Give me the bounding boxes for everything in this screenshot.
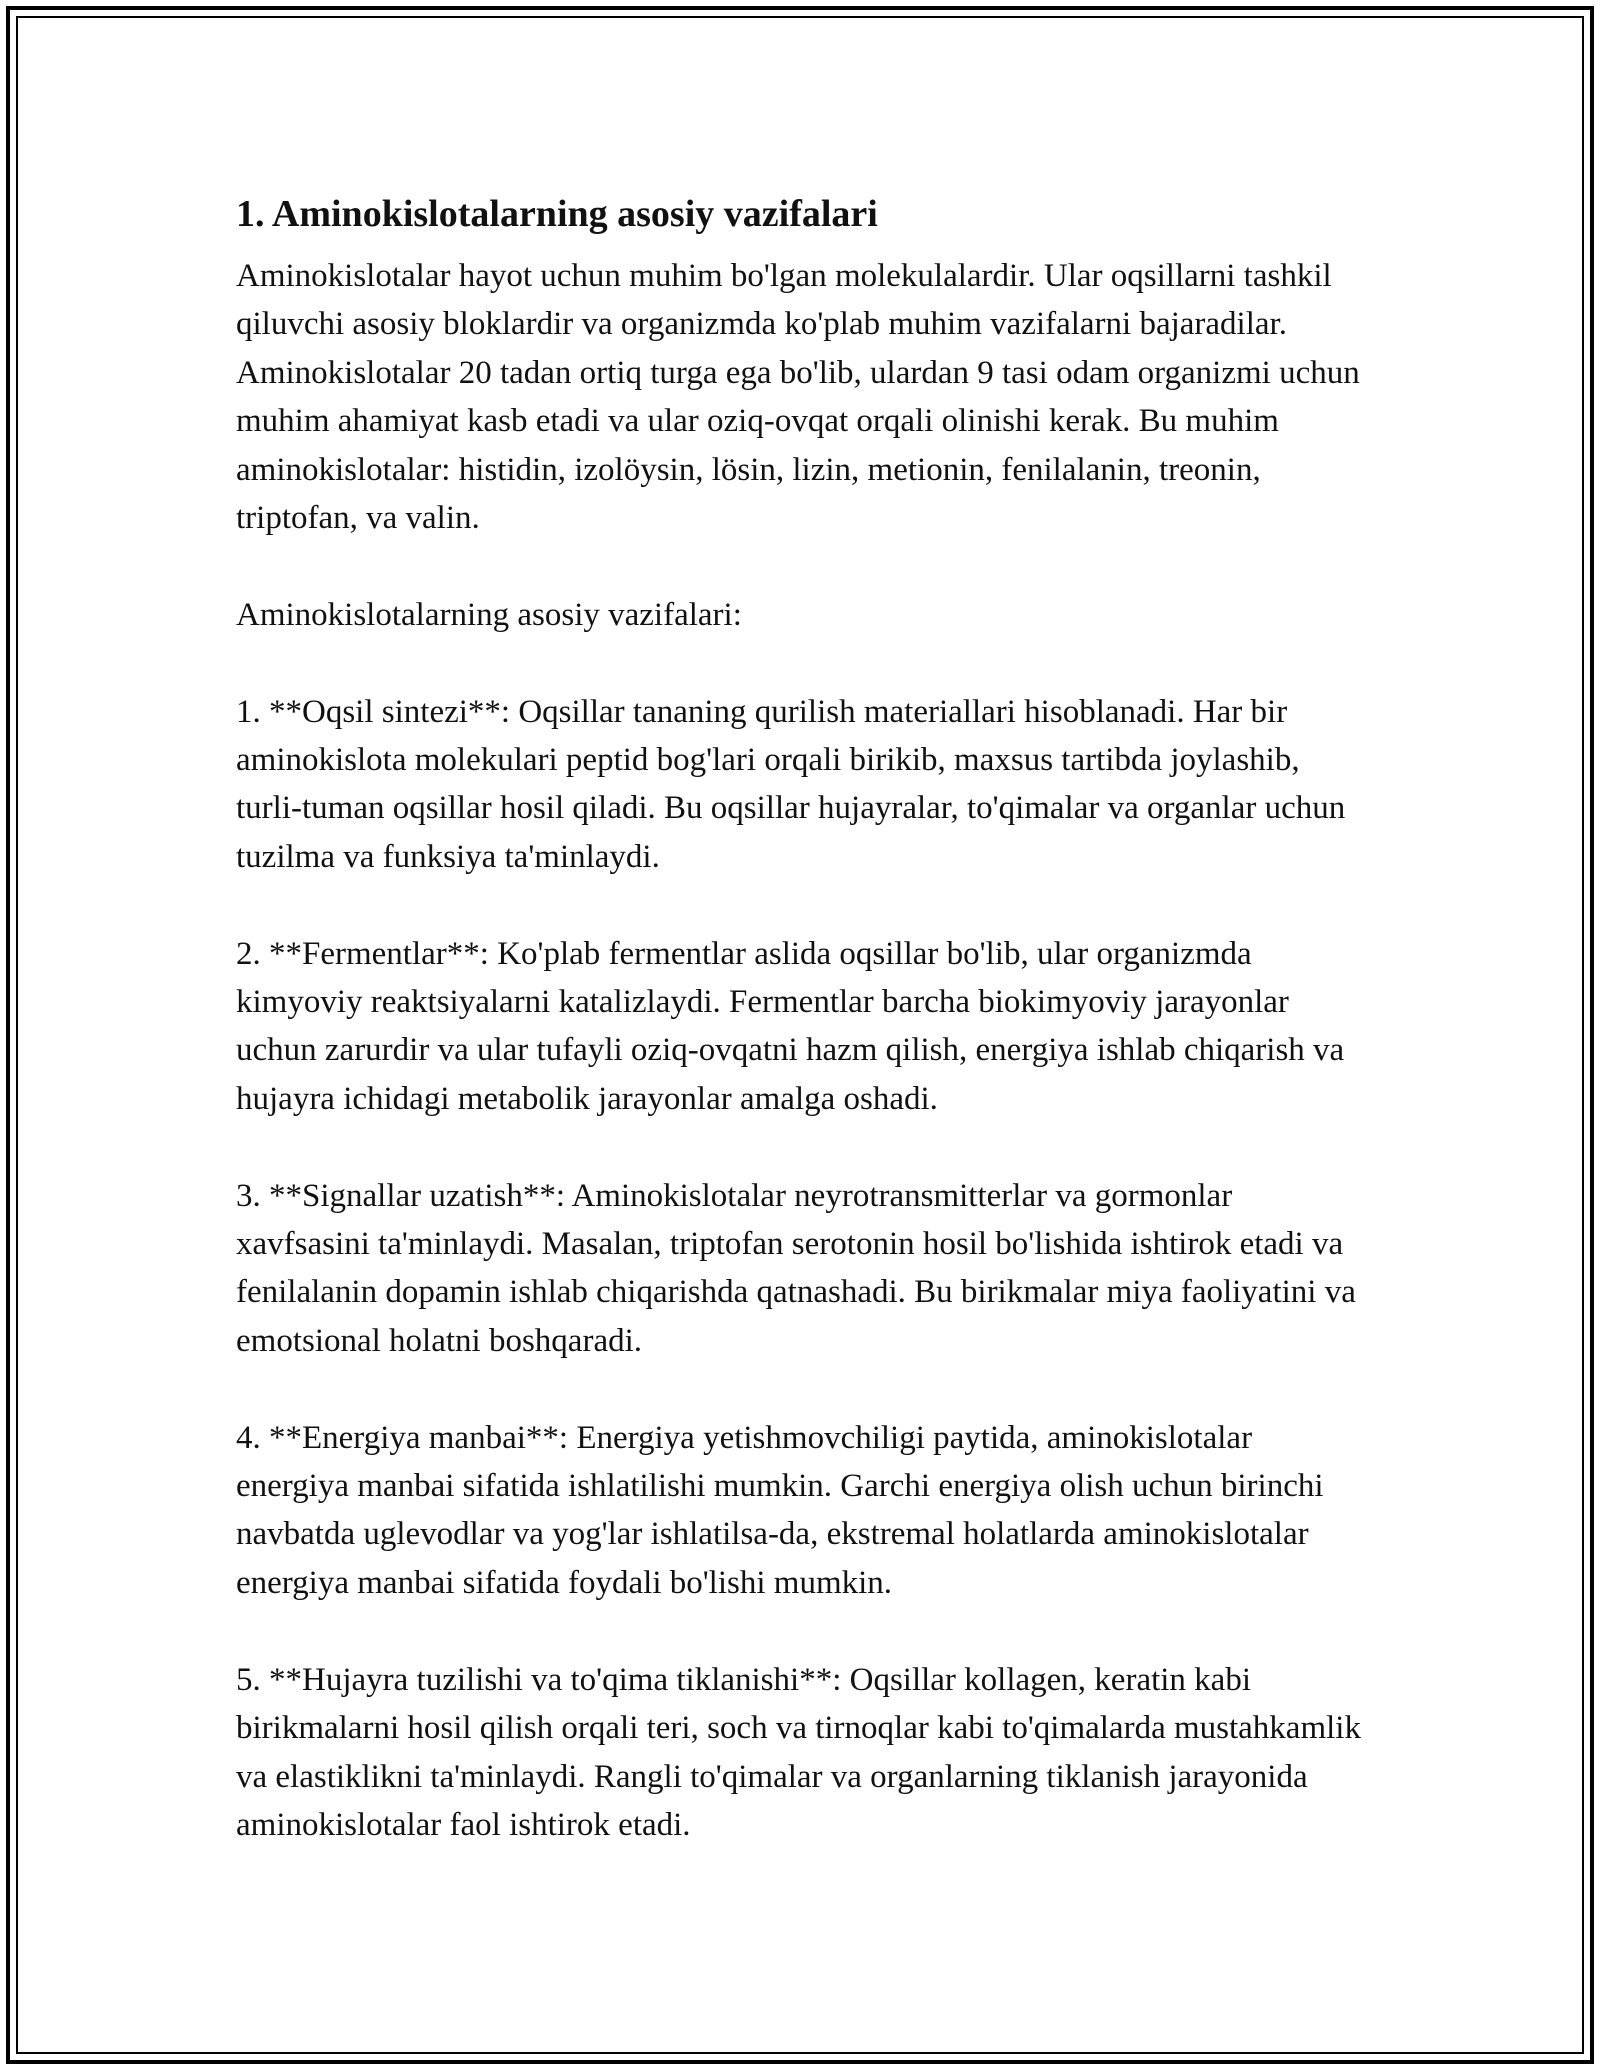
intro-paragraph: Aminokislotalar hayot uchun muhim bo'lgan molekulalardir. Ular oqsillarni tashkil qiluvchi asosiy bloklardir va organizmda ko'plab muhim vazifalarni bajaradilar. Aminokislotalar 20 tadan ortiq turga ega bo'lib, ulardan 9 tasi odam organizmi uchun muhim ahamiyat kasb etadi va ular oziq-ovqat orqali olinishi kerak. Bu muhim aminokislotalar: histidin, izolöysin, lösin, lizin, metionin, fenilalanin, treonin, triptofan, va valin. <box>236 258 1360 537</box>
document-body <box>236 186 1366 1849</box>
section-heading: 1. Aminokislotalarning asosiy vazifalari <box>236 193 878 235</box>
list-item-cell-structure: 5. **Hujayra tuzilishi va to'qima tiklanishi**: Oqsillar kollagen, keratin kabi birikmalarni hosil qilish orqali teri, soch va tirnoqlar kabi to'qimalarda mustahkamlik va elastiklikni ta'minlaydi. Rangli to'qimalar va organlarning tiklanish jarayonida aminokislotalar faol ishtirok etadi. <box>236 1661 1361 1843</box>
list-item-enzymes: 2. **Fermentlar**: Ko'plab fermentlar aslida oqsillar bo'lib, ular organizmda kimyoviy reaktsiyalarni katalizlaydi. Fermentlar barcha biokimyoviy jarayonlar uchun zarurdir va ular tufayli oziq-ovqatni hazm qilish, energiya ishlab chiqarish va hujayra ichidagi metabolik jarayonlar amalga oshadi. <box>236 935 1345 1117</box>
list-item-signal-transmission: 3. **Signallar uzatish**: Aminokislotalar neyrotransmitterlar va gormonlar xavfsasini ta'minlaydi. Masalan, triptofan serotonin hosil bo'lishida ishtirok etadi va fenilalanin dopamin ishlab chiqarishda qatnashadi. Bu birikmalar miya faoliyatini va emotsional holatni boshqaradi. <box>236 1177 1356 1359</box>
list-item-energy-source: 4. **Energiya manbai**: Energiya yetishmovchiligi paytida, aminokislotalar energiya manbai sifatida ishlatilishi mumkin. Garchi energiya olish uchun birinchi navbatda uglevodlar va yog'lar ishlatilsa-da, ekstremal holatlarda aminokislotalar energiya manbai sifatida foydali bo'lishi mumkin. <box>236 1419 1324 1601</box>
list-item-protein-synthesis: 1. **Oqsil sintezi**: Oqsillar tananing qurilish materiallari hisoblanadi. Har bir aminokislota molekulari peptid bog'lari orqali birikib, maxsus tartibda joylashib, turli-tuman oqsillar hosil qiladi. Bu oqsillar hujayralar, to'qimalar va organlar uchun tuzilma va funksiya ta'minlaydi. <box>236 693 1346 875</box>
list-heading: Aminokislotalarning asosiy vazifalari: <box>236 596 742 633</box>
